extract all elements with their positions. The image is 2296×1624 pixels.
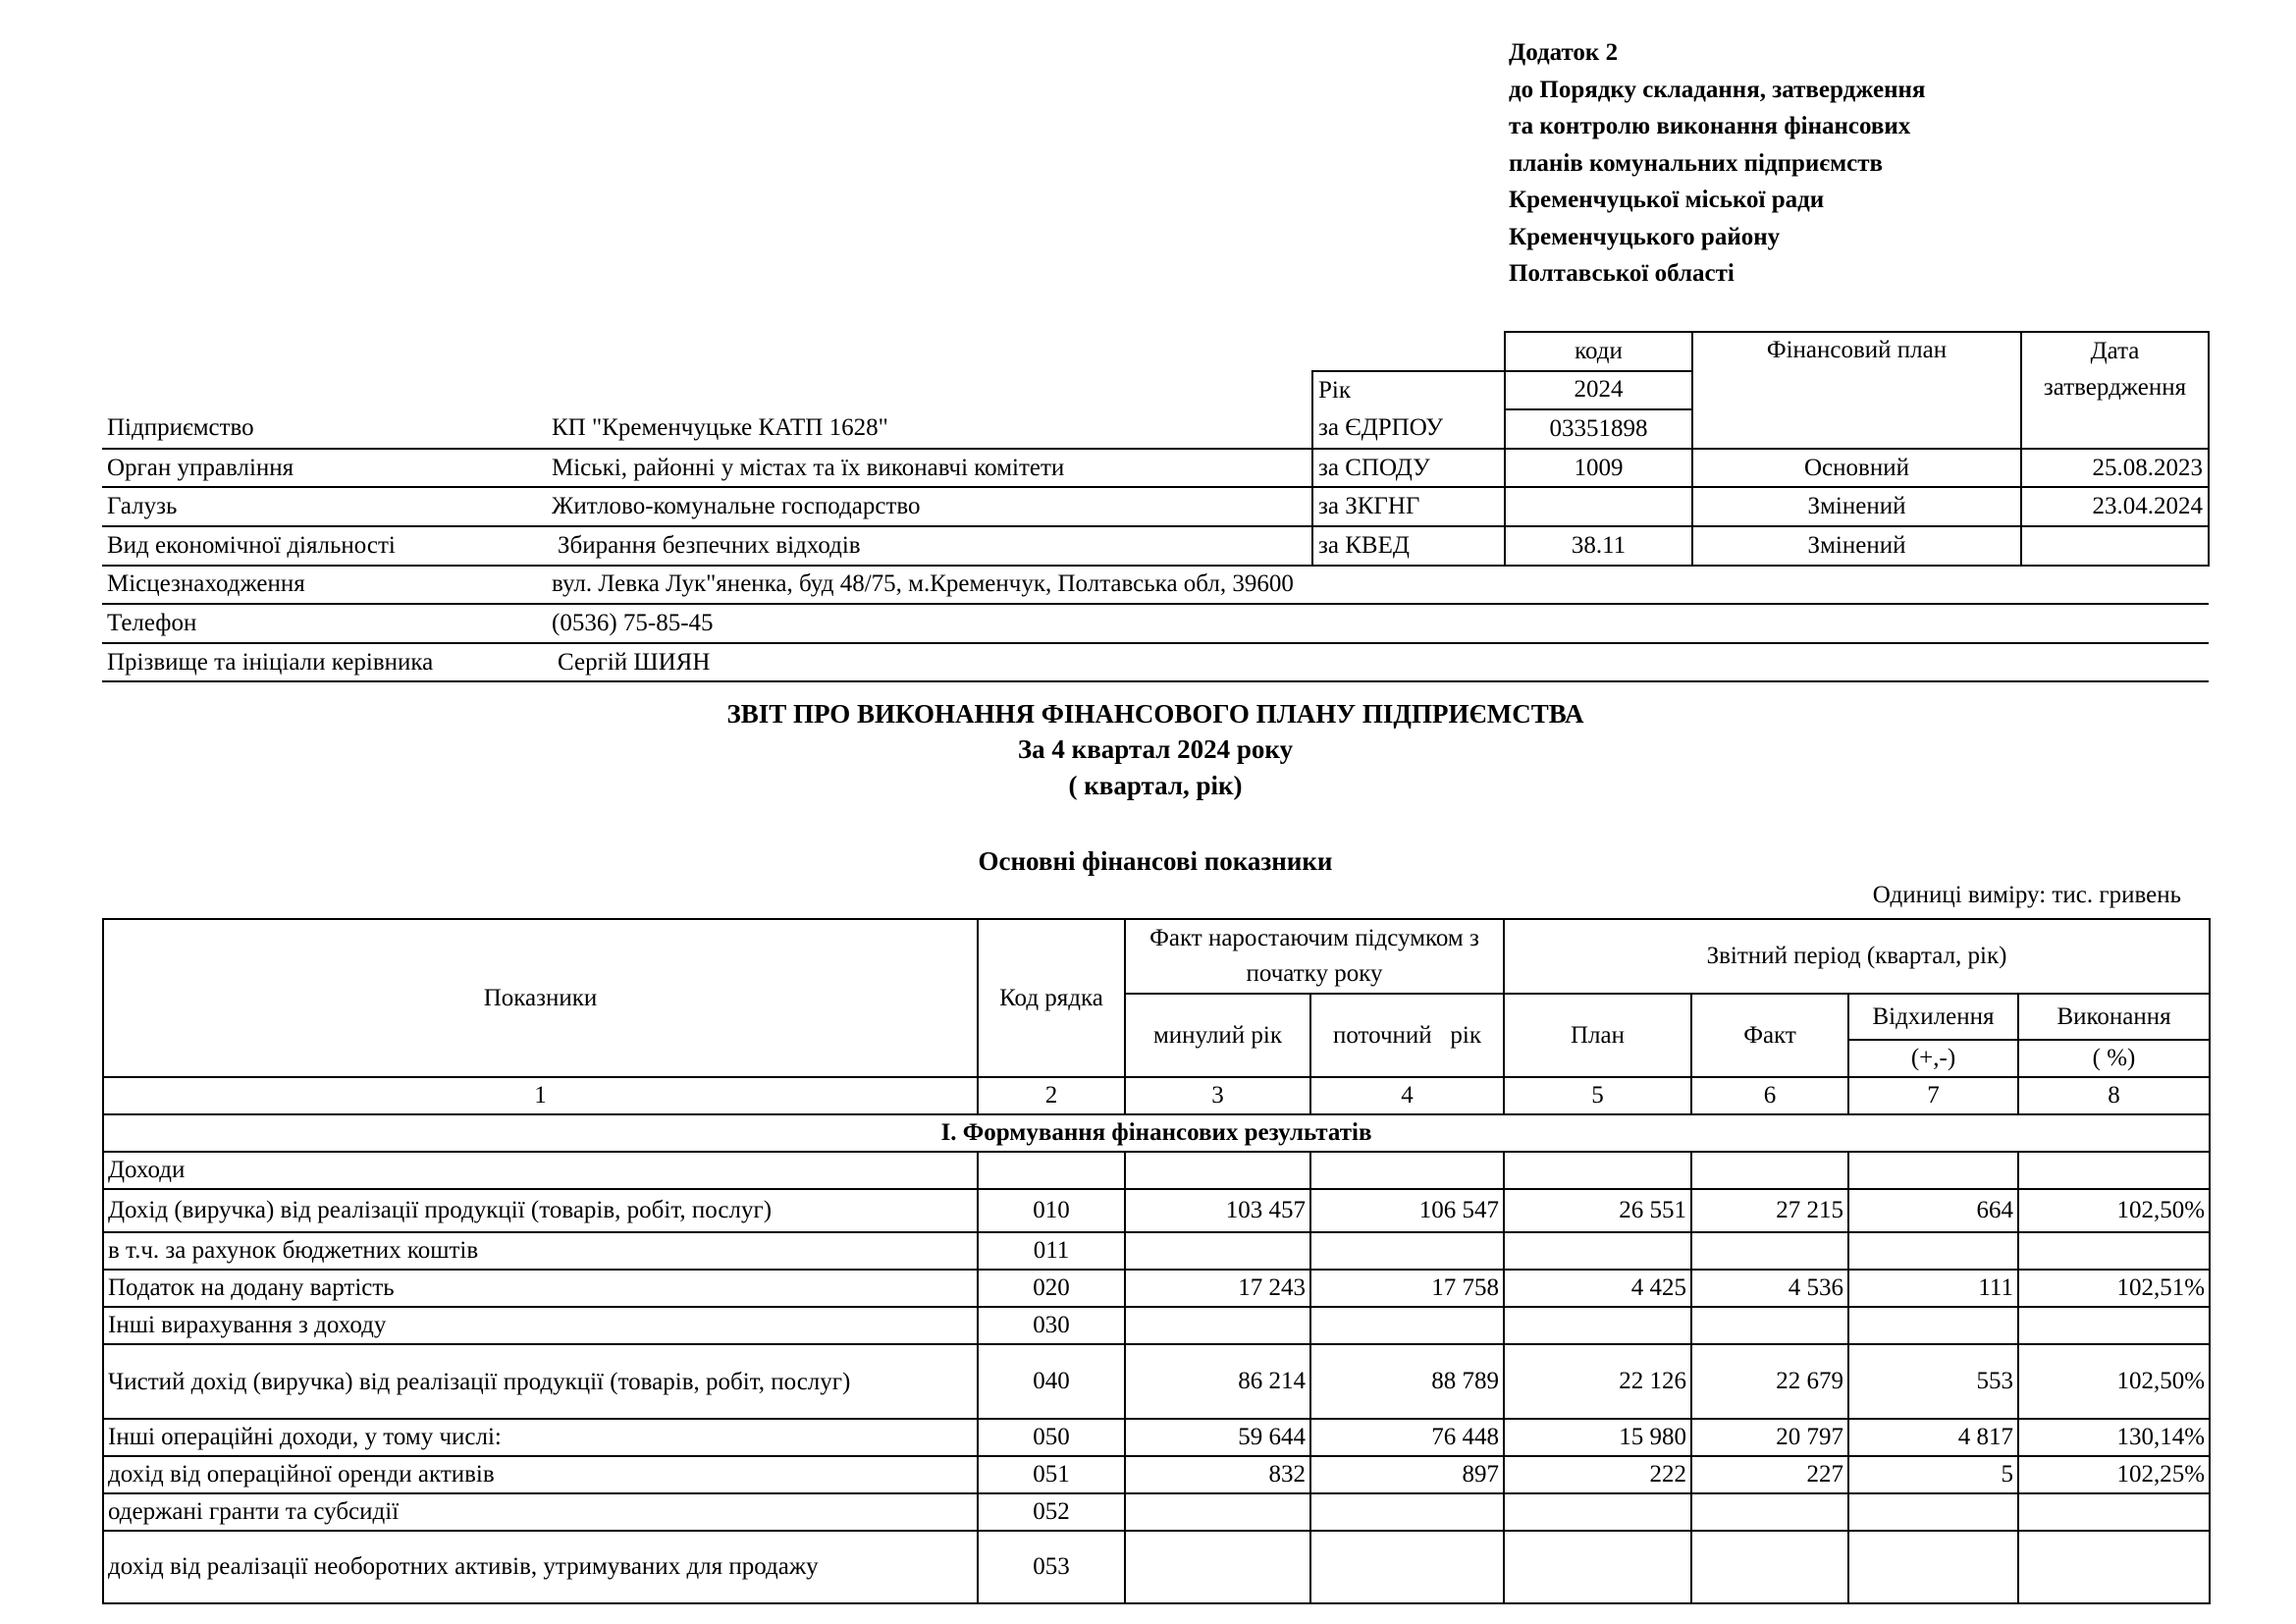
enterprise-label: Підприємство [102, 409, 547, 449]
row-name: Інші вирахування з доходу [103, 1307, 978, 1344]
execution-value: 102,25% [2018, 1456, 2210, 1493]
prev-year-value [1125, 1232, 1310, 1270]
approval-date: 23.04.2024 [2021, 487, 2209, 526]
deviation-value: 553 [1848, 1344, 2018, 1419]
date-label: Дата затвердження [2021, 332, 2209, 449]
table-row [103, 1531, 2210, 1603]
row-name: Інші операційні доходи, у тому числі: [103, 1419, 978, 1456]
annex-line: та контролю виконання фінансових [1509, 113, 1911, 139]
table-row [103, 1307, 2210, 1344]
edrpou-code: 03351898 [1505, 409, 1692, 449]
enterprise-info-table [102, 331, 2210, 682]
director-label: Прізвище та ініціали керівника [102, 643, 547, 682]
row-name: Дохід (виручка) від реалізації продукції (товарів, робіт, послуг) [103, 1189, 978, 1232]
execution-value [2018, 1232, 2210, 1270]
row-code: 050 [978, 1419, 1125, 1456]
report-period: За 4 квартал 2024 року [1017, 734, 1294, 764]
execution-value: 102,50% [2018, 1344, 2210, 1419]
plan-value: 4 425 [1504, 1270, 1691, 1307]
row-code: 030 [978, 1307, 1125, 1344]
group-heading: Доходи [103, 1152, 978, 1189]
annex-line: Полтавської області [1509, 260, 1735, 287]
authority-label: Орган управління [102, 449, 547, 488]
unit-label: Одиниці виміру: тис. гривень [1872, 882, 2181, 908]
row-code: 053 [978, 1531, 1125, 1603]
phone-label: Телефон [102, 604, 547, 643]
curr-year-value: 106 547 [1310, 1189, 1504, 1232]
table-row [103, 1232, 2210, 1270]
column-number: 5 [1504, 1077, 1691, 1114]
deviation-value: 4 817 [1848, 1419, 2018, 1456]
header-prev-year: минулий рік [1125, 994, 1310, 1077]
plan-type: Змінений [1692, 526, 2021, 566]
plan-value [1504, 1531, 1691, 1603]
plan-value [1504, 1232, 1691, 1270]
deviation-value: 5 [1848, 1456, 2018, 1493]
authority-value: Міські, районні у містах та їх виконавчі комітети [547, 449, 1312, 488]
row-name: дохід від операційної оренди активів [103, 1456, 978, 1493]
location-value: вул. Левка Лук"яненка, буд 48/75, м.Кременчук, Полтавська обл, 39600 [547, 566, 2209, 605]
row-name: Чистий дохід (виручка) від реалізації продукції (товарів, робіт, послуг) [103, 1344, 978, 1419]
header-code: Код рядка [978, 919, 1125, 1077]
annex-line: Додаток 2 [1509, 39, 1619, 66]
spodu-label: за СПОДУ [1312, 449, 1505, 488]
table-row [103, 1493, 2210, 1531]
edrpou-label: за ЄДРПОУ [1312, 409, 1505, 449]
report-period-hint: ( квартал, рік) [1068, 771, 1243, 800]
zkgng-label: за ЗКГНГ [1312, 487, 1505, 526]
header-deviation-unit: (+,-) [1848, 1040, 2018, 1077]
activity-label: Вид економічної діяльності [102, 526, 547, 566]
curr-year-value: 17 758 [1310, 1270, 1504, 1307]
plan-value: 15 980 [1504, 1419, 1691, 1456]
location-label: Місцезнаходження [102, 566, 547, 605]
row-name: дохід від реалізації необоротних активів, утримуваних для продажу [103, 1531, 978, 1603]
kved-label: за КВЕД [1312, 526, 1505, 566]
annex-line: Кременчуцької міської ради [1509, 187, 1825, 213]
deviation-value: 664 [1848, 1189, 2018, 1232]
fact-value [1691, 1531, 1848, 1603]
column-number: 8 [2018, 1077, 2210, 1114]
approval-date: 25.08.2023 [2021, 449, 2209, 488]
row-code: 010 [978, 1189, 1125, 1232]
table-row [103, 1456, 2210, 1493]
prev-year-value [1125, 1493, 1310, 1531]
table-row [103, 1419, 2210, 1456]
curr-year-value: 88 789 [1310, 1344, 1504, 1419]
fact-value: 4 536 [1691, 1270, 1848, 1307]
annex-line: до Порядку складання, затвердження [1509, 76, 1926, 103]
execution-value [2018, 1307, 2210, 1344]
column-number: 7 [1848, 1077, 2018, 1114]
deviation-value [1848, 1531, 2018, 1603]
industry-label: Галузь [102, 487, 547, 526]
deviation-value: 111 [1848, 1270, 2018, 1307]
curr-year-value: 897 [1310, 1456, 1504, 1493]
curr-year-value [1310, 1531, 1504, 1603]
report-title: ЗВІТ ПРО ВИКОНАННЯ ФІНАНСОВОГО ПЛАНУ ПІДПРИЄМСТВА [726, 699, 1584, 729]
deviation-value [1848, 1232, 2018, 1270]
execution-value: 130,14% [2018, 1419, 2210, 1456]
fact-value [1691, 1307, 1848, 1344]
annex-block [1509, 34, 1925, 293]
header-plan: План [1504, 994, 1691, 1077]
row-code: 020 [978, 1270, 1125, 1307]
column-number: 4 [1310, 1077, 1504, 1114]
plan-value: 26 551 [1504, 1189, 1691, 1232]
prev-year-value: 59 644 [1125, 1419, 1310, 1456]
spodu-code: 1009 [1505, 449, 1692, 488]
activity-value: Збирання безпечних відходів [547, 526, 1312, 566]
header-curr-year: поточний рік [1310, 994, 1504, 1077]
header-execution: Виконання [2018, 994, 2210, 1040]
curr-year-value [1310, 1232, 1504, 1270]
prev-year-value: 103 457 [1125, 1189, 1310, 1232]
plan-type: Основний [1692, 449, 2021, 488]
prev-year-value: 86 214 [1125, 1344, 1310, 1419]
prev-year-value: 17 243 [1125, 1270, 1310, 1307]
table-row [103, 1270, 2210, 1307]
annex-line: планів комунальних підприємств [1509, 149, 1884, 177]
execution-value [2018, 1493, 2210, 1531]
execution-value: 102,50% [2018, 1189, 2210, 1232]
column-number: 3 [1125, 1077, 1310, 1114]
plan-value [1504, 1307, 1691, 1344]
plan-value [1504, 1493, 1691, 1531]
fact-value: 27 215 [1691, 1189, 1848, 1232]
row-code: 011 [978, 1232, 1125, 1270]
fact-value: 22 679 [1691, 1344, 1848, 1419]
plan-value: 222 [1504, 1456, 1691, 1493]
industry-value: Житлово-комунальне господарство [547, 487, 1312, 526]
year-value: 2024 [1505, 371, 1692, 410]
table-row [103, 1344, 2210, 1419]
curr-year-value [1310, 1493, 1504, 1531]
codes-label: коди [1505, 332, 1692, 371]
fact-value: 20 797 [1691, 1419, 1848, 1456]
header-fact-cumulative: Факт наростаючим підсумком з початку року [1125, 919, 1504, 994]
curr-year-value: 76 448 [1310, 1419, 1504, 1456]
fact-value [1691, 1232, 1848, 1270]
prev-year-value [1125, 1531, 1310, 1603]
deviation-value [1848, 1493, 2018, 1531]
approval-date [2021, 526, 2209, 566]
header-execution-unit: ( %) [2018, 1040, 2210, 1077]
row-code: 052 [978, 1493, 1125, 1531]
column-number: 1 [103, 1077, 978, 1114]
director-value: Сергій ШИЯН [547, 643, 2209, 682]
header-deviation: Відхилення [1848, 994, 2018, 1040]
row-name: в т.ч. за рахунок бюджетних коштів [103, 1232, 978, 1270]
deviation-value [1848, 1307, 2018, 1344]
curr-year-value [1310, 1307, 1504, 1344]
column-number: 6 [1691, 1077, 1848, 1114]
kved-code: 38.11 [1505, 526, 1692, 566]
annex-line: Кременчуцького району [1509, 223, 1781, 250]
plan-label: Фінансовий план [1692, 332, 2021, 449]
header-indicators: Показники [103, 919, 978, 1077]
fact-value: 227 [1691, 1456, 1848, 1493]
header-reporting-period: Звітний період (квартал, рік) [1504, 919, 2210, 994]
year-label: Рік [1312, 371, 1505, 410]
column-number: 2 [978, 1077, 1125, 1114]
header-fact: Факт [1691, 994, 1848, 1077]
zkgng-code [1505, 487, 1692, 526]
plan-type: Змінений [1692, 487, 2021, 526]
row-name: одержані гранти та субсидії [103, 1493, 978, 1531]
financial-indicators-table [102, 918, 2211, 1604]
prev-year-value: 832 [1125, 1456, 1310, 1493]
fact-value [1691, 1493, 1848, 1531]
row-code: 040 [978, 1344, 1125, 1419]
phone-value: (0536) 75-85-45 [547, 604, 2209, 643]
section-title: Основні фінансові показники [978, 846, 1333, 876]
table-row [103, 1189, 2210, 1232]
plan-value: 22 126 [1504, 1344, 1691, 1419]
execution-value: 102,51% [2018, 1270, 2210, 1307]
row-code: 051 [978, 1456, 1125, 1493]
row-name: Податок на додану вартість [103, 1270, 978, 1307]
enterprise-value: КП "Кременчуцьке КАТП 1628" [547, 409, 1312, 449]
execution-value [2018, 1531, 2210, 1603]
section-heading: I. Формування фінансових результатів [103, 1114, 2210, 1152]
prev-year-value [1125, 1307, 1310, 1344]
